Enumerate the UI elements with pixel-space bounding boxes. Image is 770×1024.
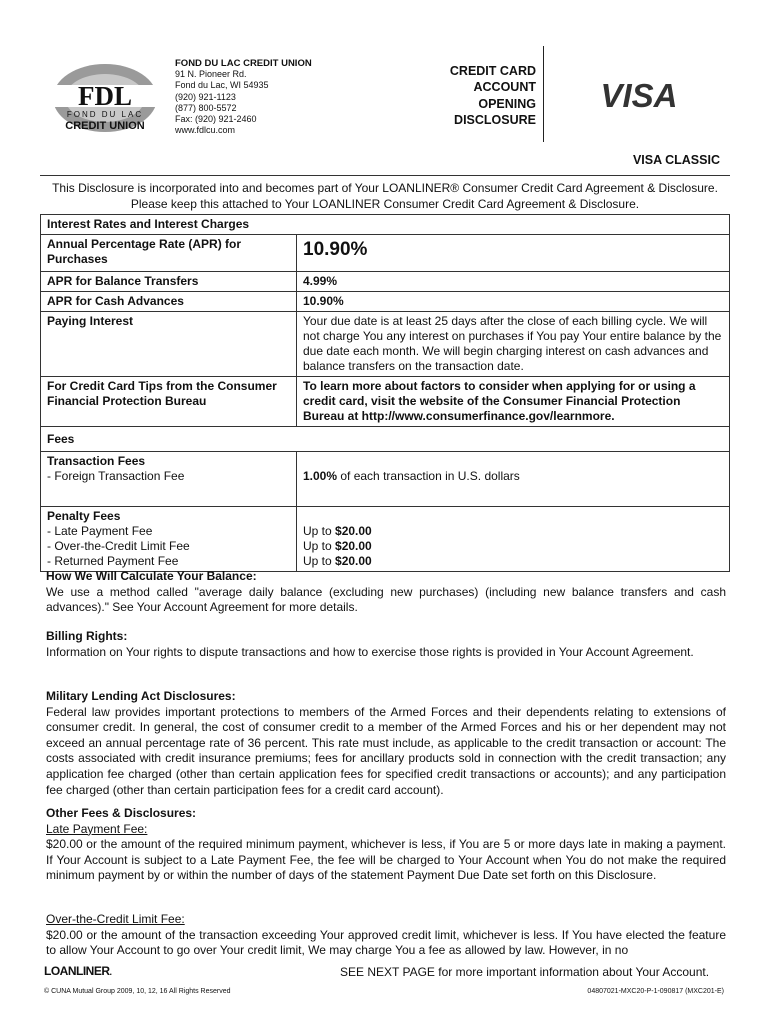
foreign-fee-label: - Foreign Transaction Fee <box>47 469 185 483</box>
next-page-note: SEE NEXT PAGE for more important information about Your Account. <box>340 965 710 979</box>
apr-bt-label: APR for Balance Transfers <box>41 272 297 292</box>
balance-text: We use a method called "average daily balance (excluding new purchases) (including new balance transfers and cash advances)." See Your Account Agreement for more details. <box>46 584 726 615</box>
mla-heading: Military Lending Act Disclosures: <box>46 689 236 703</box>
title-line: OPENING <box>478 96 536 111</box>
svg-text:VISA: VISA <box>600 79 678 111</box>
rates-heading: Interest Rates and Interest Charges <box>41 215 730 235</box>
title-line: ACCOUNT <box>473 80 536 95</box>
fees-heading: Fees <box>41 427 730 452</box>
phone-1: (920) 921-1123 <box>175 91 236 102</box>
late-fee-text: $20.00 or the amount of the required minimum payment, whichever is less, if You are 5 or more days late in making a payment. If Your Account is subject to a Late Payment Fee, the fee will be charged to Your Account when You do not make the required minimum payment by or within the number of days of the statement Payment Due Date set forth on this Disclosure. <box>46 837 726 883</box>
apr-cash-label: APR for Cash Advances <box>41 292 297 312</box>
other-fees-heading: Other Fees & Disclosures: <box>46 806 197 820</box>
penalty-fees-heading: Penalty Fees <box>47 509 121 523</box>
apr-bt-value: 4.99% <box>297 272 730 292</box>
foreign-fee-desc: of each transaction in U.S. dollars <box>337 469 520 483</box>
copyright: © CUNA Mutual Group 2009, 10, 12, 16 All Rights Reserved <box>44 988 231 995</box>
penalty-fees-cell <box>41 507 297 572</box>
foreign-fee-value <box>297 452 730 507</box>
apr-purchases-label: Annual Percentage Rate (APR) for Purchases <box>41 235 297 272</box>
loanliner-logo: LOANLINER. <box>44 964 112 978</box>
address-line-2: Fond du Lac, WI 54935 <box>175 80 269 91</box>
apr-cash-value: 10.90% <box>297 292 730 312</box>
title-line: CREDIT CARD <box>449 64 536 78</box>
fdl-logo <box>48 62 163 137</box>
overlimit-heading: Over-the-Credit Limit Fee: <box>46 912 185 926</box>
website: www.fdlcu.com <box>175 125 236 136</box>
paying-interest-value: Your due date is at least 25 days after the close of each billing cycle. We will not charge You any interest on purchases if You pay Your entire balance by the due date each month. We will begin charging interest on cash advances and balance transfers on the transaction date. <box>297 312 730 377</box>
header-rule <box>40 175 730 176</box>
title-line: DISCLOSURE <box>454 112 536 127</box>
late-fee-value: Up to $20.00 <box>303 524 372 538</box>
transaction-fees-cell <box>41 452 297 507</box>
transaction-fees-heading: Transaction Fees <box>47 454 146 468</box>
paying-interest-label: Paying Interest <box>41 312 297 377</box>
credit-union-address <box>175 58 312 136</box>
overlimit-section <box>46 912 726 959</box>
header-divider <box>543 46 544 142</box>
balance-heading: How We Will Calculate Your Balance: <box>46 569 257 583</box>
late-fee-heading: Late Payment Fee: <box>46 821 148 836</box>
rates-table <box>40 214 730 572</box>
cfpb-label: For Credit Card Tips from the Consumer Financial Protection Bureau <box>41 377 297 427</box>
late-fee-label: - Late Payment Fee <box>47 524 153 538</box>
svg-text:CREDIT UNION: CREDIT UNION <box>65 120 145 132</box>
visa-logo <box>596 79 682 111</box>
intro-text: This Disclosure is incorporated into and becomes part of Your LOANLINER® Consumer Credit Card Agreement & Disclosure. Please keep this attached to Your LOANLINER Consumer Credit Card Agreement & Disclosure. <box>52 181 718 211</box>
credit-union-name: FOND DU LAC CREDIT UNION <box>175 58 312 69</box>
returned-fee-value: Up to $20.00 <box>303 554 372 568</box>
form-code: 04807021-MXC20-P-1-090817 (MXC201-E) <box>587 988 724 995</box>
penalty-fees-values <box>297 507 730 572</box>
svg-text:FOND DU LAC: FOND DU LAC <box>66 110 144 119</box>
address-line-1: 91 N. Pioneer Rd. <box>175 69 247 80</box>
returned-fee-label: - Returned Payment Fee <box>47 554 179 568</box>
billing-heading: Billing Rights: <box>46 629 128 643</box>
overlimit-fee-label: - Over-the-Credit Limit Fee <box>47 539 190 553</box>
overlimit-text: $20.00 or the amount of the transaction exceeding Your approved credit limit, whichever is less. If You have elected the feature to allow Your Account to go over Your credit limit, We may charge You a fee as allowed by law. However, in no <box>46 927 726 958</box>
mla-text: Federal law provides important protections to members of the Armed Forces and their dependents relating to extensions of consumer credit. In general, the cost of consumer credit to a member of the Armed Forces and his or her dependent may not exceed an annual percentage rate of 36 percent. This rate must include, as applicable to the credit transaction or account: The costs associated with credit insurance premiums; fees for ancillary products sold in connection with the credit transaction; any application fee charged (other than certain application fees for specified credit transactions or accounts); and any participation fee charged (other than certain participation fees for a credit card account). <box>46 704 726 797</box>
overlimit-fee-value: Up to $20.00 <box>303 539 372 553</box>
svg-text:FDL: FDL <box>78 81 132 111</box>
billing-section <box>46 629 726 660</box>
mla-section <box>46 689 726 798</box>
phone-2: (877) 800-5572 <box>175 102 237 113</box>
foreign-fee-rate: 1.00% <box>303 469 338 483</box>
cfpb-value: To learn more about factors to consider when applying for or using a credit card, visit the website of the Consumer Financial Protection Bureau at http://www.consumerfinance.gov/learnmore. <box>297 377 730 427</box>
other-fees-section <box>46 806 726 884</box>
balance-section <box>46 569 726 616</box>
billing-text: Information on Your rights to dispute transactions and how to exercise those rights is provided in Your Account Agreement. <box>46 644 694 659</box>
apr-purchases-value: 10.90% <box>297 235 730 272</box>
document-title <box>420 63 536 128</box>
fax: Fax: (920) 921-2460 <box>175 114 257 125</box>
product-name: VISA CLASSIC <box>632 153 720 167</box>
